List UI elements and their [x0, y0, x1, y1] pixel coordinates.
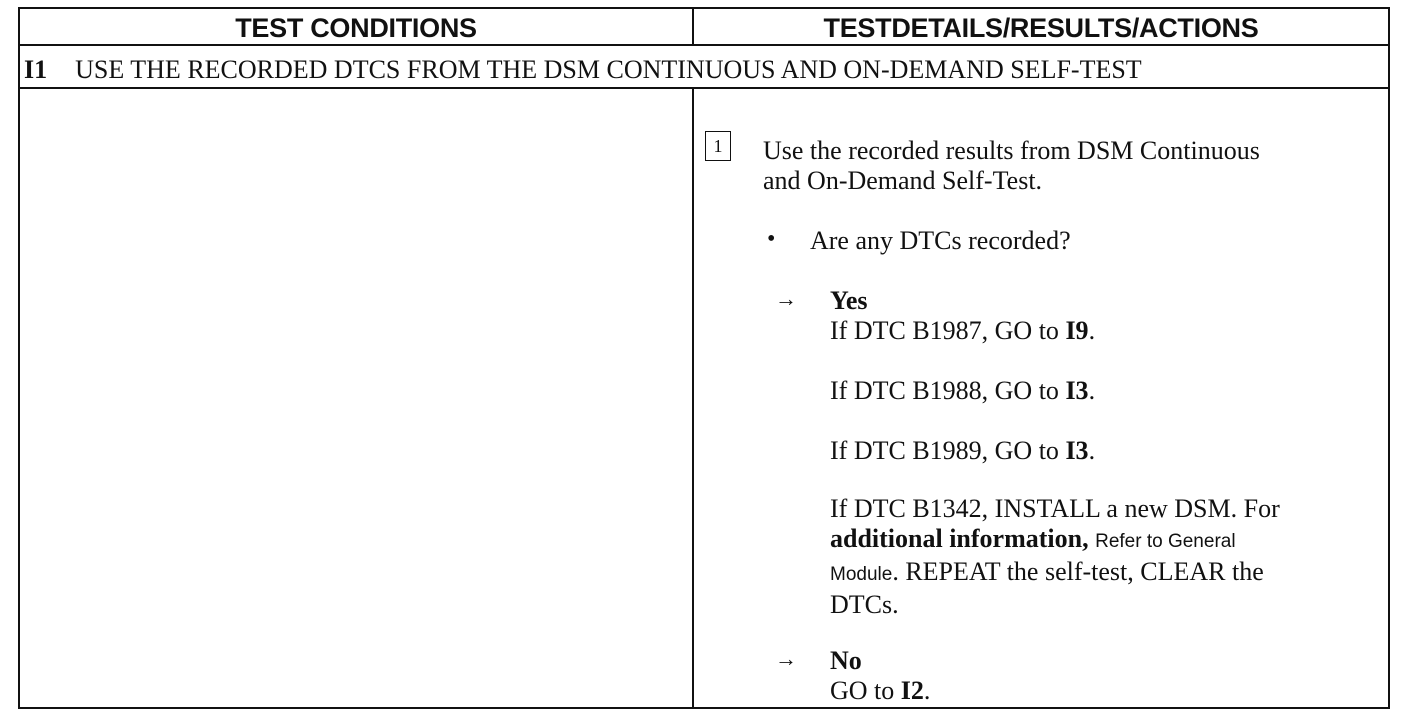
bullet-icon: •	[767, 226, 776, 252]
step-row-divider	[18, 87, 1390, 89]
header-test-conditions: TEST CONDITIONS	[235, 12, 477, 43]
arrow-right-icon: →	[775, 646, 797, 671]
step-id: I1	[24, 55, 48, 84]
column-divider-body	[692, 88, 694, 709]
header-test-details: TESTDETAILS/RESULTS/ACTIONS	[823, 12, 1259, 43]
step-title-row	[24, 55, 1142, 85]
dtc-b1988-action: If DTC B1988, GO to I3.	[830, 376, 1096, 405]
dtc-b1989-action: If DTC B1989, GO to I3.	[830, 436, 1096, 465]
instruction-text: Use the recorded results from DSM Continuous and On-Demand Self-Test.	[763, 136, 1260, 195]
dtc-b1987-action: If DTC B1987, GO to I9.	[830, 316, 1096, 345]
yes-label: Yes	[830, 286, 868, 315]
no-action: GO to I2.	[830, 676, 931, 705]
step-number-box: 1	[705, 131, 731, 161]
step-title: USE THE RECORDED DTCS FROM THE DSM CONTINUOUS AND ON-DEMAND SELF-TEST	[75, 55, 1142, 84]
no-label: No	[830, 646, 862, 675]
arrow-right-icon: →	[775, 286, 797, 311]
dtc-b1342-action: If DTC B1342, INSTALL a new DSM. For additional information, Refer to General Module. REPEAT the self-test, CLEAR the DTCs.	[830, 494, 1280, 619]
question-text: Are any DTCs recorded?	[810, 226, 1071, 255]
